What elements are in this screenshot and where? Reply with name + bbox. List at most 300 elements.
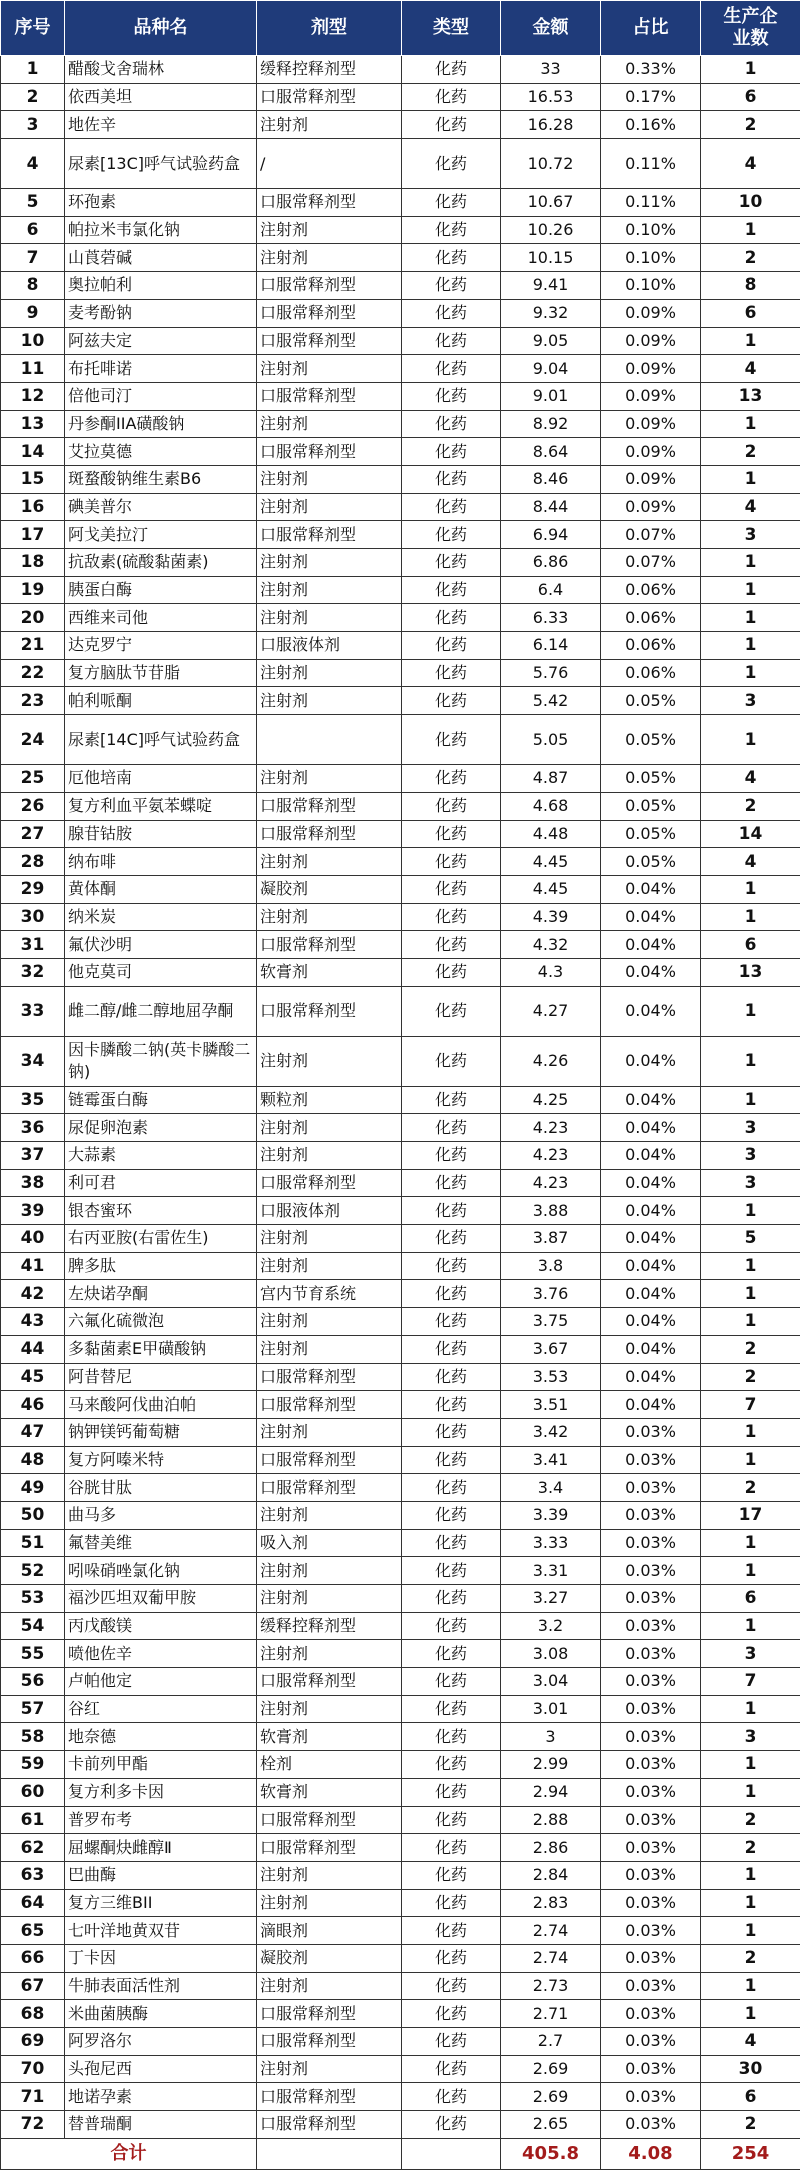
manufacturer-count: 2 <box>701 1474 800 1502</box>
drug-name: 尿素[14C]呼气试验药盒 <box>65 715 257 765</box>
drug-name: 黄体酮 <box>65 875 257 903</box>
row-index: 11 <box>1 355 65 383</box>
share: 0.05% <box>601 765 701 793</box>
drug-name: 头孢尼西 <box>65 2055 257 2083</box>
amount: 9.05 <box>501 327 601 355</box>
row-index: 54 <box>1 1612 65 1640</box>
drug-type: 化药 <box>402 1695 501 1723</box>
share: 0.03% <box>601 1695 701 1723</box>
row-index: 13 <box>1 410 65 438</box>
drug-type: 化药 <box>402 244 501 272</box>
drug-name: 右丙亚胺(右雷佐生) <box>65 1225 257 1253</box>
table-row <box>1 687 800 715</box>
table-row <box>1 875 800 903</box>
drug-type: 化药 <box>402 1972 501 2000</box>
amount: 3 <box>501 1723 601 1751</box>
share: 0.16% <box>601 111 701 139</box>
share: 0.07% <box>601 549 701 577</box>
drug-type: 化药 <box>402 1169 501 1197</box>
manufacturer-count: 2 <box>701 792 800 820</box>
dosage-form: 注射剂 <box>257 1861 402 1889</box>
dosage-form: 口服常释剂型 <box>257 1446 402 1474</box>
drug-name: 阿昔替尼 <box>65 1363 257 1391</box>
row-index: 12 <box>1 382 65 410</box>
drug-name: 雌二醇/雌二醇地屈孕酮 <box>65 986 257 1036</box>
table-row <box>1 1751 800 1779</box>
table-row <box>1 56 800 84</box>
table-row <box>1 189 800 217</box>
drug-type: 化药 <box>402 1446 501 1474</box>
manufacturer-count: 1 <box>701 1861 800 1889</box>
dosage-form: 口服常释剂型 <box>257 1668 402 1696</box>
drug-type: 化药 <box>402 1834 501 1862</box>
share: 0.03% <box>601 1834 701 1862</box>
share: 0.04% <box>601 903 701 931</box>
drug-type: 化药 <box>402 327 501 355</box>
drug-name: 屈螺酮炔雌醇Ⅱ <box>65 1834 257 1862</box>
table-row <box>1 1612 800 1640</box>
drug-name: 复方脑肽节苷脂 <box>65 659 257 687</box>
dosage-form: 注射剂 <box>257 1114 402 1142</box>
amount: 3.31 <box>501 1557 601 1585</box>
drug-name: 左炔诺孕酮 <box>65 1280 257 1308</box>
drug-name: 利可君 <box>65 1169 257 1197</box>
drug-type: 化药 <box>402 986 501 1036</box>
amount: 3.88 <box>501 1197 601 1225</box>
table-row <box>1 438 800 466</box>
drug-type: 化药 <box>402 1114 501 1142</box>
dosage-form: 栓剂 <box>257 1751 402 1779</box>
share: 0.03% <box>601 1557 701 1585</box>
manufacturer-count: 1 <box>701 410 800 438</box>
dosage-form: 注射剂 <box>257 1142 402 1170</box>
dosage-form: 口服常释剂型 <box>257 1474 402 1502</box>
manufacturer-count: 1 <box>701 1529 800 1557</box>
share: 0.03% <box>601 1668 701 1696</box>
manufacturer-count: 13 <box>701 382 800 410</box>
amount: 9.01 <box>501 382 601 410</box>
dosage-form: 注射剂 <box>257 1335 402 1363</box>
row-index: 66 <box>1 1944 65 1972</box>
drug-name: 丙戊酸镁 <box>65 1612 257 1640</box>
amount: 3.27 <box>501 1585 601 1613</box>
share: 0.04% <box>601 1308 701 1336</box>
row-index: 50 <box>1 1501 65 1529</box>
drug-name: 大蒜素 <box>65 1142 257 1170</box>
amount: 3.53 <box>501 1363 601 1391</box>
drug-name: 地佐辛 <box>65 111 257 139</box>
dosage-form: 注射剂 <box>257 1640 402 1668</box>
row-index: 2 <box>1 83 65 111</box>
drug-name: 复方利多卡因 <box>65 1778 257 1806</box>
share: 0.03% <box>601 1640 701 1668</box>
amount: 2.71 <box>501 2000 601 2028</box>
drug-type: 化药 <box>402 1418 501 1446</box>
drug-type: 化药 <box>402 2083 501 2111</box>
row-index: 14 <box>1 438 65 466</box>
header-name: 品种名 <box>65 1 257 56</box>
amount: 3.39 <box>501 1501 601 1529</box>
dosage-form: 注射剂 <box>257 1225 402 1253</box>
drug-type: 化药 <box>402 111 501 139</box>
drug-type: 化药 <box>402 1391 501 1419</box>
share: 0.09% <box>601 299 701 327</box>
amount: 3.4 <box>501 1474 601 1502</box>
share: 0.04% <box>601 1169 701 1197</box>
dosage-form: 注射剂 <box>257 604 402 632</box>
table-row <box>1 986 800 1036</box>
share: 0.04% <box>601 875 701 903</box>
drug-type: 化药 <box>402 521 501 549</box>
row-index: 8 <box>1 272 65 300</box>
manufacturer-count: 1 <box>701 986 800 1036</box>
share: 0.03% <box>601 2083 701 2111</box>
dosage-form: 注射剂 <box>257 465 402 493</box>
manufacturer-count: 3 <box>701 1169 800 1197</box>
row-index: 36 <box>1 1114 65 1142</box>
table-row <box>1 1335 800 1363</box>
drug-type: 化药 <box>402 1612 501 1640</box>
row-index: 37 <box>1 1142 65 1170</box>
dosage-form: 吸入剂 <box>257 1529 402 1557</box>
manufacturer-count: 1 <box>701 903 800 931</box>
header-index: 序号 <box>1 1 65 56</box>
amount: 2.69 <box>501 2083 601 2111</box>
share: 0.09% <box>601 410 701 438</box>
dosage-form: 口服常释剂型 <box>257 327 402 355</box>
row-index: 61 <box>1 1806 65 1834</box>
amount: 2.86 <box>501 1834 601 1862</box>
share: 0.04% <box>601 1114 701 1142</box>
share: 0.03% <box>601 1944 701 1972</box>
drug-name: 斑蝥酸钠维生素B6 <box>65 465 257 493</box>
manufacturer-count: 2 <box>701 1834 800 1862</box>
dosage-form: 口服常释剂型 <box>257 1363 402 1391</box>
manufacturer-count: 8 <box>701 272 800 300</box>
drug-name: 阿兹夫定 <box>65 327 257 355</box>
row-index: 25 <box>1 765 65 793</box>
dosage-form: 口服常释剂型 <box>257 986 402 1036</box>
share: 0.11% <box>601 139 701 189</box>
dosage-form: 口服常释剂型 <box>257 2000 402 2028</box>
drug-type: 化药 <box>402 56 501 84</box>
total-empty-form <box>257 2138 402 2169</box>
drug-name: 帕拉米韦氯化钠 <box>65 216 257 244</box>
table-row <box>1 1557 800 1585</box>
drug-name: 依西美坦 <box>65 83 257 111</box>
table-row <box>1 1391 800 1419</box>
table-row <box>1 2055 800 2083</box>
drug-name: 马来酸阿伐曲泊帕 <box>65 1391 257 1419</box>
row-index: 40 <box>1 1225 65 1253</box>
dosage-form: 注射剂 <box>257 1557 402 1585</box>
share: 0.11% <box>601 189 701 217</box>
manufacturer-count: 1 <box>701 875 800 903</box>
amount: 6.86 <box>501 549 601 577</box>
drug-name: 曲马多 <box>65 1501 257 1529</box>
amount: 3.2 <box>501 1612 601 1640</box>
share: 0.04% <box>601 986 701 1036</box>
header-row <box>1 1 800 56</box>
amount: 2.74 <box>501 1944 601 1972</box>
amount: 4.23 <box>501 1142 601 1170</box>
table-row <box>1 576 800 604</box>
share: 0.03% <box>601 2000 701 2028</box>
manufacturer-count: 1 <box>701 1889 800 1917</box>
drug-type: 化药 <box>402 765 501 793</box>
share: 0.04% <box>601 1252 701 1280</box>
manufacturer-count: 1 <box>701 1197 800 1225</box>
table-row <box>1 1086 800 1114</box>
dosage-form: 口服常释剂型 <box>257 1834 402 1862</box>
manufacturer-count: 14 <box>701 820 800 848</box>
table-row <box>1 792 800 820</box>
header-type: 类型 <box>402 1 501 56</box>
amount: 2.69 <box>501 2055 601 2083</box>
row-index: 34 <box>1 1036 65 1086</box>
manufacturer-count: 1 <box>701 465 800 493</box>
manufacturer-count: 1 <box>701 715 800 765</box>
table-row <box>1 1501 800 1529</box>
table-row <box>1 355 800 383</box>
drug-type: 化药 <box>402 493 501 521</box>
manufacturer-count: 10 <box>701 189 800 217</box>
amount: 9.04 <box>501 355 601 383</box>
share: 0.09% <box>601 355 701 383</box>
drug-name: 替普瑞酮 <box>65 2111 257 2139</box>
share: 0.03% <box>601 1501 701 1529</box>
share: 0.04% <box>601 1363 701 1391</box>
drug-name: 尿促卵泡素 <box>65 1114 257 1142</box>
amount: 2.84 <box>501 1861 601 1889</box>
row-index: 33 <box>1 986 65 1036</box>
dosage-form: 口服常释剂型 <box>257 189 402 217</box>
table-row <box>1 139 800 189</box>
share: 0.04% <box>601 1197 701 1225</box>
total-count: 254 <box>701 2138 800 2169</box>
manufacturer-count: 1 <box>701 1308 800 1336</box>
drug-name: 复方阿嗪米特 <box>65 1446 257 1474</box>
dosage-form: 注射剂 <box>257 687 402 715</box>
amount: 3.75 <box>501 1308 601 1336</box>
manufacturer-count: 5 <box>701 1225 800 1253</box>
drug-name: 喷他佐辛 <box>65 1640 257 1668</box>
table-row <box>1 2111 800 2139</box>
share: 0.06% <box>601 659 701 687</box>
manufacturer-count: 1 <box>701 1695 800 1723</box>
table-row <box>1 2000 800 2028</box>
share: 0.03% <box>601 1446 701 1474</box>
manufacturer-count: 1 <box>701 1751 800 1779</box>
table-row <box>1 931 800 959</box>
amount: 3.51 <box>501 1391 601 1419</box>
row-index: 5 <box>1 189 65 217</box>
manufacturer-count: 1 <box>701 1778 800 1806</box>
drug-type: 化药 <box>402 820 501 848</box>
drug-type: 化药 <box>402 687 501 715</box>
table-row <box>1 715 800 765</box>
drug-type: 化药 <box>402 465 501 493</box>
share: 0.03% <box>601 2111 701 2139</box>
share: 0.05% <box>601 848 701 876</box>
row-index: 4 <box>1 139 65 189</box>
dosage-form: 注射剂 <box>257 1418 402 1446</box>
share: 0.04% <box>601 1335 701 1363</box>
share: 0.03% <box>601 1917 701 1945</box>
manufacturer-count: 7 <box>701 1668 800 1696</box>
drug-type: 化药 <box>402 1640 501 1668</box>
drug-name: 七叶洋地黄双苷 <box>65 1917 257 1945</box>
drug-type: 化药 <box>402 410 501 438</box>
share: 0.09% <box>601 438 701 466</box>
amount: 2.99 <box>501 1751 601 1779</box>
amount: 33 <box>501 56 601 84</box>
manufacturer-count: 1 <box>701 1418 800 1446</box>
dosage-form: 注射剂 <box>257 111 402 139</box>
share: 0.10% <box>601 216 701 244</box>
drug-type: 化药 <box>402 1778 501 1806</box>
amount: 3.76 <box>501 1280 601 1308</box>
dosage-form: 凝胶剂 <box>257 875 402 903</box>
table-row <box>1 1474 800 1502</box>
drug-name: 谷胱甘肽 <box>65 1474 257 1502</box>
manufacturer-count: 1 <box>701 1917 800 1945</box>
share: 0.03% <box>601 1889 701 1917</box>
table-row <box>1 1834 800 1862</box>
drug-type: 化药 <box>402 2055 501 2083</box>
table-row <box>1 1142 800 1170</box>
drug-name: 氟伏沙明 <box>65 931 257 959</box>
manufacturer-count: 4 <box>701 2028 800 2056</box>
drug-name: 环孢素 <box>65 189 257 217</box>
amount: 8.46 <box>501 465 601 493</box>
drug-name: 奥拉帕利 <box>65 272 257 300</box>
dosage-form: 注射剂 <box>257 355 402 383</box>
table-row <box>1 521 800 549</box>
row-index: 62 <box>1 1834 65 1862</box>
drug-name: 腺苷钴胺 <box>65 820 257 848</box>
amount: 6.33 <box>501 604 601 632</box>
drug-name: 链霉蛋白酶 <box>65 1086 257 1114</box>
drug-type: 化药 <box>402 848 501 876</box>
amount: 8.64 <box>501 438 601 466</box>
drug-type: 化药 <box>402 1917 501 1945</box>
amount: 4.87 <box>501 765 601 793</box>
drug-name: 六氟化硫微泡 <box>65 1308 257 1336</box>
manufacturer-count: 3 <box>701 1723 800 1751</box>
table-row <box>1 1778 800 1806</box>
amount: 10.72 <box>501 139 601 189</box>
dosage-form: 软膏剂 <box>257 1778 402 1806</box>
drug-name: 麦考酚钠 <box>65 299 257 327</box>
dosage-form: 注射剂 <box>257 903 402 931</box>
manufacturer-count: 1 <box>701 1446 800 1474</box>
table-row <box>1 820 800 848</box>
row-index: 39 <box>1 1197 65 1225</box>
drug-type: 化药 <box>402 1252 501 1280</box>
table-row <box>1 549 800 577</box>
share: 0.03% <box>601 2028 701 2056</box>
amount: 4.26 <box>501 1036 601 1086</box>
drug-name: 倍他司汀 <box>65 382 257 410</box>
drug-name: 福沙匹坦双葡甲胺 <box>65 1585 257 1613</box>
manufacturer-count: 2 <box>701 438 800 466</box>
dosage-form: 颗粒剂 <box>257 1086 402 1114</box>
amount: 2.94 <box>501 1778 601 1806</box>
drug-name: 醋酸戈舍瑞林 <box>65 56 257 84</box>
table-row <box>1 1529 800 1557</box>
share: 0.03% <box>601 1972 701 2000</box>
share: 0.06% <box>601 632 701 660</box>
row-index: 20 <box>1 604 65 632</box>
share: 0.17% <box>601 83 701 111</box>
drug-type: 化药 <box>402 632 501 660</box>
manufacturer-count: 3 <box>701 1640 800 1668</box>
share: 0.03% <box>601 1612 701 1640</box>
drug-type: 化药 <box>402 1889 501 1917</box>
table-row <box>1 382 800 410</box>
table-row <box>1 410 800 438</box>
amount: 10.26 <box>501 216 601 244</box>
share: 0.04% <box>601 958 701 986</box>
share: 0.03% <box>601 1474 701 1502</box>
manufacturer-count: 1 <box>701 2000 800 2028</box>
row-index: 56 <box>1 1668 65 1696</box>
header-manufacturer-count: 生产企业数 <box>701 1 800 56</box>
drug-type: 化药 <box>402 139 501 189</box>
dosage-form: 软膏剂 <box>257 1723 402 1751</box>
share: 0.04% <box>601 1391 701 1419</box>
table-row <box>1 659 800 687</box>
dosage-form: 宫内节育系统 <box>257 1280 402 1308</box>
table-row <box>1 1169 800 1197</box>
table-row <box>1 1640 800 1668</box>
drug-name: 谷红 <box>65 1695 257 1723</box>
row-index: 21 <box>1 632 65 660</box>
row-index: 41 <box>1 1252 65 1280</box>
row-index: 42 <box>1 1280 65 1308</box>
amount: 4.39 <box>501 903 601 931</box>
table-row <box>1 1889 800 1917</box>
row-index: 71 <box>1 2083 65 2111</box>
amount: 3.33 <box>501 1529 601 1557</box>
drug-name: 多黏菌素E甲磺酸钠 <box>65 1335 257 1363</box>
dosage-form: 口服液体剂 <box>257 632 402 660</box>
amount: 6.94 <box>501 521 601 549</box>
drug-type: 化药 <box>402 1142 501 1170</box>
amount: 9.41 <box>501 272 601 300</box>
dosage-form: 口服常释剂型 <box>257 2028 402 2056</box>
drug-name: 帕利哌酮 <box>65 687 257 715</box>
row-index: 3 <box>1 111 65 139</box>
drug-type: 化药 <box>402 83 501 111</box>
table-row <box>1 1308 800 1336</box>
table-row <box>1 604 800 632</box>
drug-type: 化药 <box>402 1529 501 1557</box>
drug-type: 化药 <box>402 438 501 466</box>
row-index: 31 <box>1 931 65 959</box>
dosage-form: 口服常释剂型 <box>257 1391 402 1419</box>
amount: 3.41 <box>501 1446 601 1474</box>
drug-name: 艾拉莫德 <box>65 438 257 466</box>
drug-type: 化药 <box>402 1086 501 1114</box>
dosage-form <box>257 715 402 765</box>
manufacturer-count: 4 <box>701 848 800 876</box>
manufacturer-count: 2 <box>701 244 800 272</box>
manufacturer-count: 4 <box>701 139 800 189</box>
share: 0.06% <box>601 604 701 632</box>
amount: 8.92 <box>501 410 601 438</box>
